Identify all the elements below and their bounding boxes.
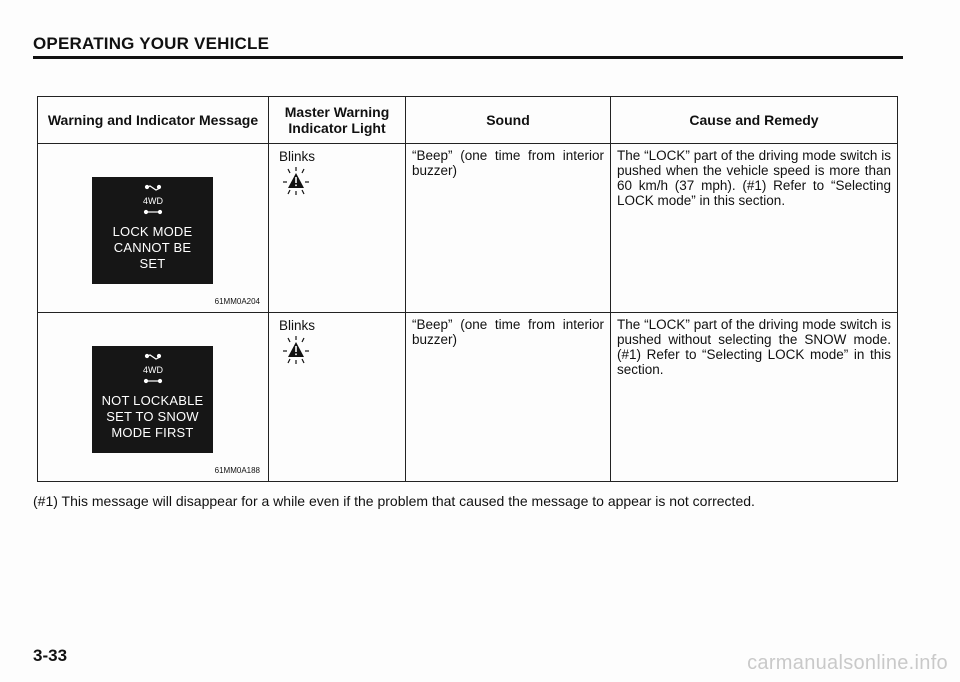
cause-text: The “LOCK” part of the driving mode switch is pushed when the vehicle speed is more than 60 km/h (37 mph). (#1) — [617, 148, 891, 193]
footnote: (#1) This message will disappear for a while even if the problem that caused the message to appear is not corrected. — [33, 493, 755, 509]
display-line: SET — [139, 256, 166, 271]
display-line: NOT LOCKABLE — [101, 393, 204, 408]
display-line: MODE FIRST — [111, 425, 194, 440]
message-display — [92, 346, 213, 453]
image-code: 61MM0A188 — [214, 466, 260, 475]
message-display-cell — [38, 144, 269, 313]
image-code: 61MM0A204 — [214, 297, 260, 306]
header-rule — [33, 56, 903, 59]
master-warning-icon — [281, 335, 311, 365]
display-line: SET TO SNOW — [106, 409, 199, 424]
sound-cell: “Beep” (one time from interior buzzer) — [406, 313, 611, 482]
page-number: 3-33 — [33, 646, 68, 665]
cause-text: The “LOCK” part of the driving mode switch is pushed without selecting the SNOW mode. (#1) — [617, 317, 891, 362]
column-header-sound: Sound — [406, 97, 611, 144]
display-line: LOCK MODE — [112, 224, 193, 239]
remedy-text: Refer to “Selecting LOCK mode” in this section. — [617, 178, 891, 208]
column-header-cause: Cause and Remedy — [611, 97, 898, 144]
4wd-icon — [140, 182, 166, 220]
sound-cell: “Beep” (one time from interior buzzer) — [406, 144, 611, 313]
4wd-icon-label: 4WD — [142, 365, 163, 375]
table-header-row — [38, 97, 898, 144]
4wd-icon — [140, 351, 166, 389]
remedy-text: Refer to “Selecting LOCK mode” in this section. — [617, 347, 891, 377]
indicator-cell — [269, 313, 406, 482]
section-title: OPERATING YOUR VEHICLE — [33, 34, 270, 53]
column-header-indicator: Master Warning Indicator Light — [269, 97, 406, 144]
indicator-status: Blinks — [279, 149, 316, 164]
table-row — [38, 313, 898, 482]
indicator-cell — [269, 144, 406, 313]
master-warning-icon — [281, 166, 311, 196]
watermark: carmanualsonline.info — [747, 652, 948, 674]
display-line: CANNOT BE — [113, 240, 192, 255]
message-display — [92, 177, 213, 284]
table-row — [38, 144, 898, 313]
column-header-message: Warning and Indicator Message — [38, 97, 269, 144]
cause-remedy-cell — [611, 313, 898, 482]
indicator-status: Blinks — [279, 318, 316, 333]
message-display-cell — [38, 313, 269, 482]
4wd-icon-label: 4WD — [142, 196, 163, 206]
warning-message-table — [37, 96, 898, 482]
cause-remedy-cell — [611, 144, 898, 313]
